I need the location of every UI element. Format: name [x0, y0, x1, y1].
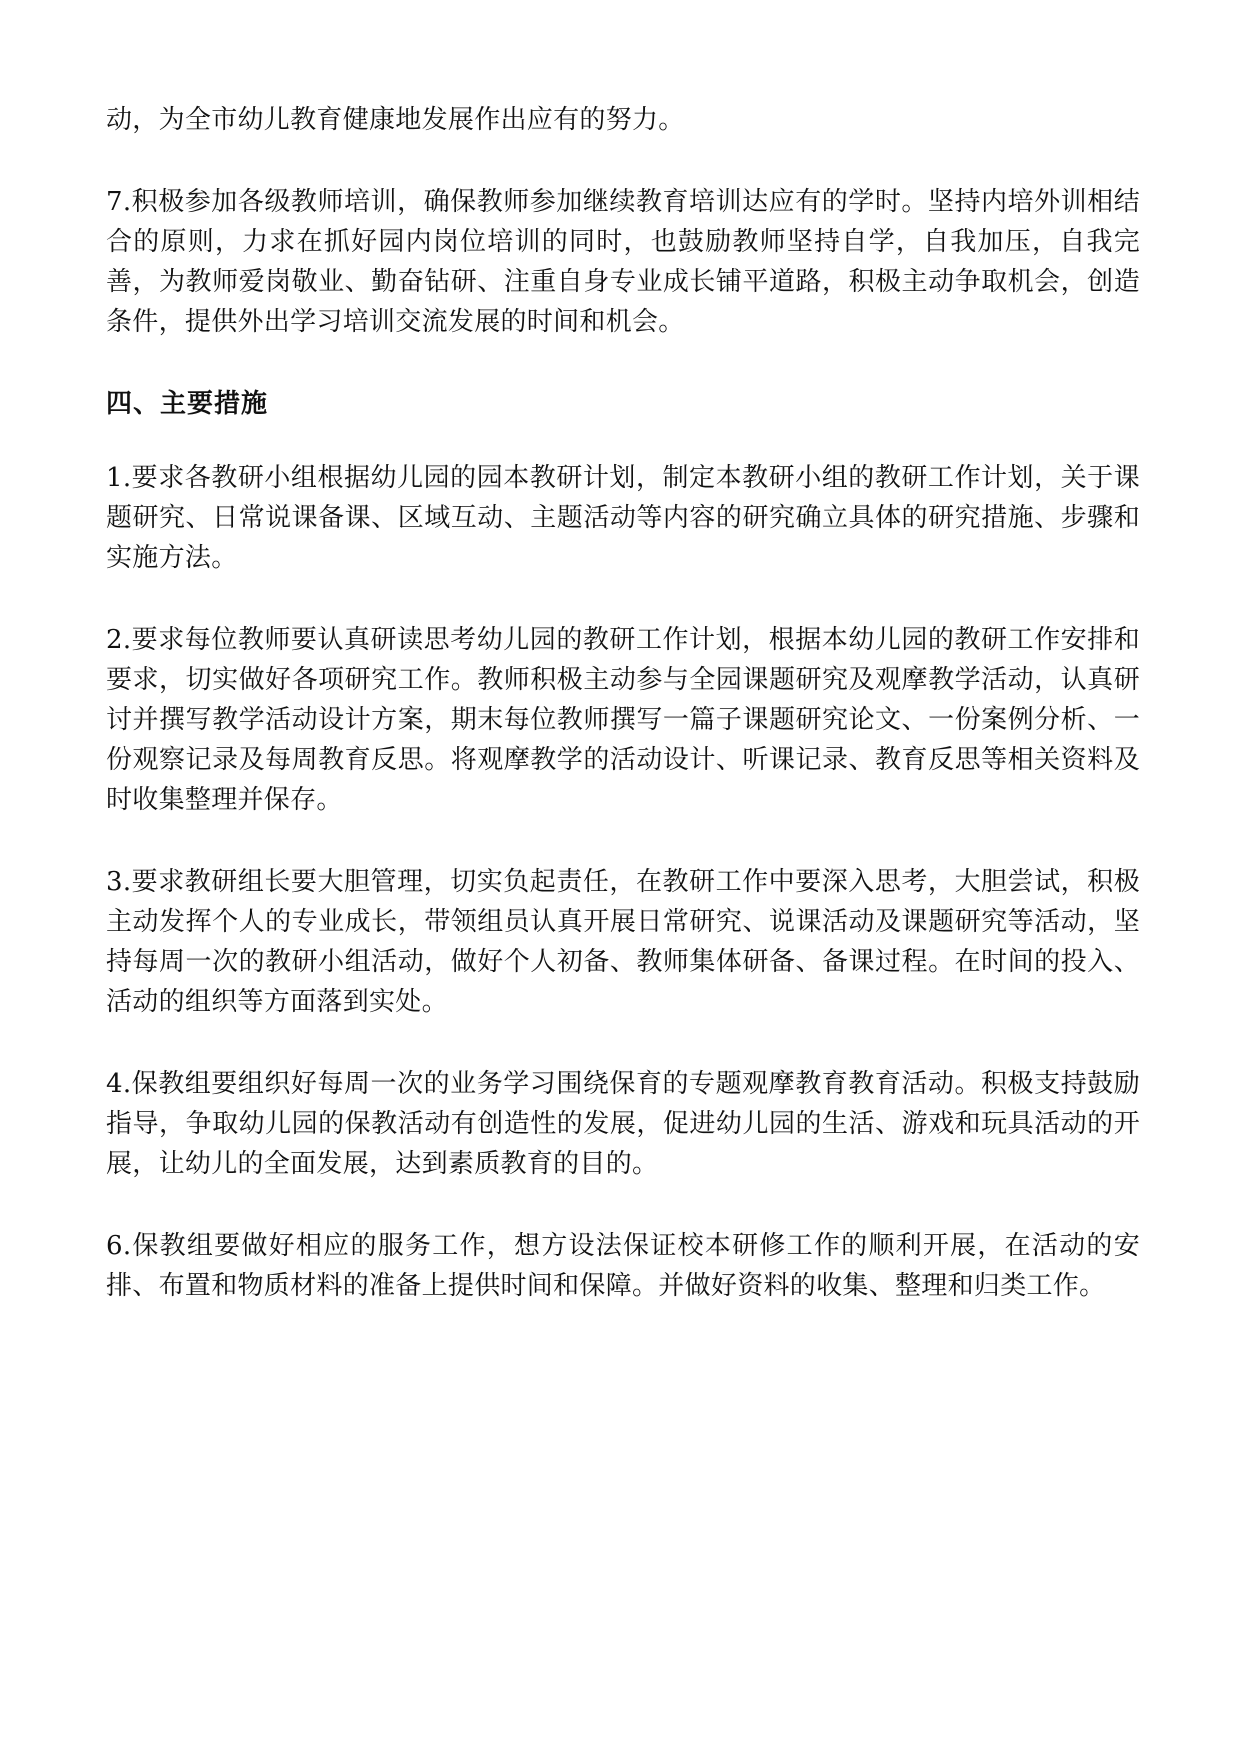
paragraph-item-7-training: 7.积极参加各级教师培训，确保教师参加继续教育培训达应有的学时。坚持内培外训相结合的原则，力求在抓好园内岗位培训的同时，也鼓励教师坚持自学，自我加压，自我完善，为教师爱岗敬业、勤奋钻研、注重自身专业成长铺平道路，积极主动争取机会，创造条件，提供外出学习培训交流发展的时间和机会。 — [106, 187, 1140, 337]
measure-item-4: 4.保教组要组织好每周一次的业务学习围绕保育的专题观摩教育教育活动。积极支持鼓励指导，争取幼儿园的保教活动有创造性的发展，促进幼儿园的生活、游戏和玩具活动的开展，让幼儿的全面发展，达到素质教育的目的。 — [106, 1069, 1140, 1179]
measure-item-2: 2.要求每位教师要认真研读思考幼儿园的教研工作计划，根据本幼儿园的教研工作安排和要求，切实做好各项研究工作。教师积极主动参与全园课题研究及观摩教学活动，认真研讨并撰写教学活动设计方案，期末每位教师撰写一篇子课题研究论文、一份案例分析、一份观察记录及每周教育反思。将观摩教学的活动设计、听课记录、教育反思等相关资料及时收集整理并保存。 — [106, 625, 1140, 815]
document-body — [106, 100, 1140, 1306]
measure-item-1: 1.要求各教研小组根据幼儿园的园本教研计划，制定本教研小组的教研工作计划，关于课题研究、日常说课备课、区域互动、主题活动等内容的研究确立具体的研究措施、步骤和实施方法。 — [106, 463, 1140, 573]
measure-item-6: 6.保教组要做好相应的服务工作，想方设法保证校本研修工作的顺利开展，在活动的安排、布置和物质材料的准备上提供时间和保障。并做好资料的收集、整理和归类工作。 — [106, 1231, 1140, 1301]
paragraph-continuation: 动，为全市幼儿教育健康地发展作出应有的努力。 — [106, 105, 685, 135]
measure-item-3: 3.要求教研组长要大胆管理，切实负起责任，在教研工作中要深入思考，大胆尝试，积极主动发挥个人的专业成长，带领组员认真开展日常研究、说课活动及课题研究等活动，坚持每周一次的教研小组活动，做好个人初备、教师集体研备、备课过程。在时间的投入、活动的组织等方面落到实处。 — [106, 867, 1140, 1017]
section-heading-main-measures: 四、主要措施 — [106, 389, 269, 419]
